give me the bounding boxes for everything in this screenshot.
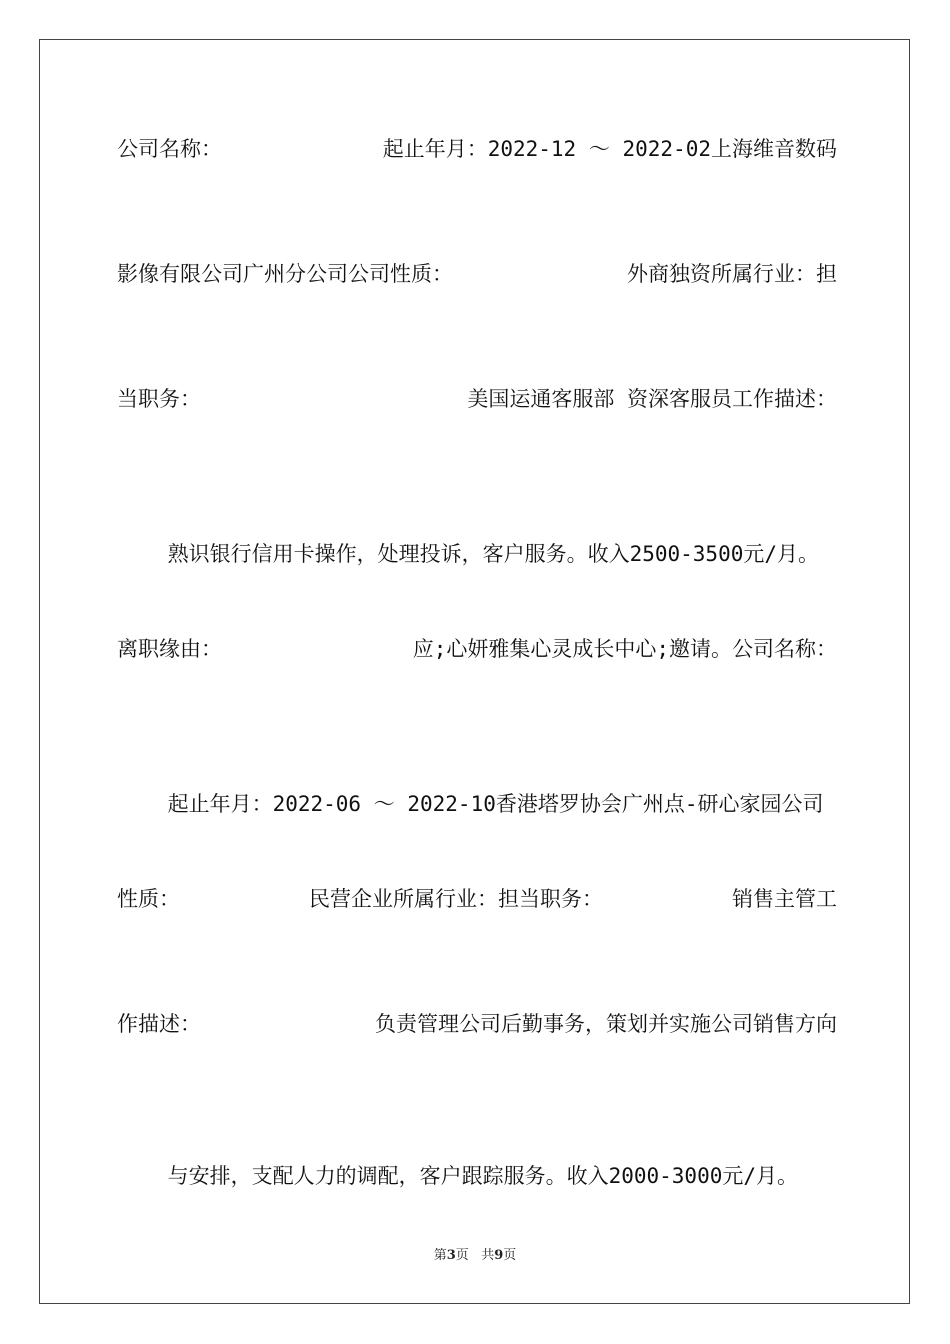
footer-total-prefix: 共: [481, 1248, 495, 1263]
text-segment: 外商独资所属行业：担: [627, 262, 837, 286]
page-footer: [0, 1247, 950, 1265]
total-page-number: 9: [494, 1248, 504, 1263]
text-line-6: [117, 759, 837, 816]
text-line-2: [117, 259, 837, 289]
text-segment: 起止年月：2022-06 ～ 2022-10香港塔罗协会广州点-研心家园公司: [167, 792, 824, 816]
text-line-9: [117, 1131, 837, 1188]
text-segment: 离职缘由：: [117, 637, 222, 661]
footer-mid: 页: [455, 1248, 469, 1263]
text-segment: 性质：: [117, 887, 180, 911]
text-segment: 与安排，支配人力的调配，客户跟踪服务。收入2000-3000元/月。: [167, 1164, 799, 1188]
current-page-number: 3: [446, 1248, 456, 1263]
text-segment: 应;心妍雅集心灵成长中心;邀请。公司名称：: [412, 637, 837, 661]
text-segment: 起止年月：2022-12 ～ 2022-02上海维音数码: [382, 137, 837, 161]
text-line-5: [117, 634, 837, 664]
text-segment: 美国运通客服部 资深客服员工作描述：: [467, 387, 837, 411]
text-segment: 当职务：: [117, 387, 201, 411]
text-segment: 作描述：: [117, 1012, 201, 1036]
page-border: [39, 39, 910, 1304]
text-segment: 熟识银行信用卡操作，处理投诉，客户服务。收入2500-3500元/月。: [167, 542, 820, 566]
text-line-4: [117, 509, 837, 566]
label-company-name: 公司名称：: [117, 137, 222, 161]
text-line-7: [117, 884, 837, 914]
text-segment: 影像有限公司广州分公司公司性质：: [117, 262, 453, 286]
footer-suffix: 页: [503, 1248, 517, 1263]
text-segment: 民营企业所属行业：担当职务：: [309, 887, 603, 911]
text-line-8: [117, 1009, 837, 1039]
footer-prefix: 第: [433, 1248, 447, 1263]
text-segment: 负责管理公司后勤事务，策划并实施公司销售方向: [375, 1012, 837, 1036]
text-line-3: [117, 384, 837, 414]
text-segment: 销售主管工: [732, 887, 837, 911]
text-line-1: [117, 134, 837, 164]
